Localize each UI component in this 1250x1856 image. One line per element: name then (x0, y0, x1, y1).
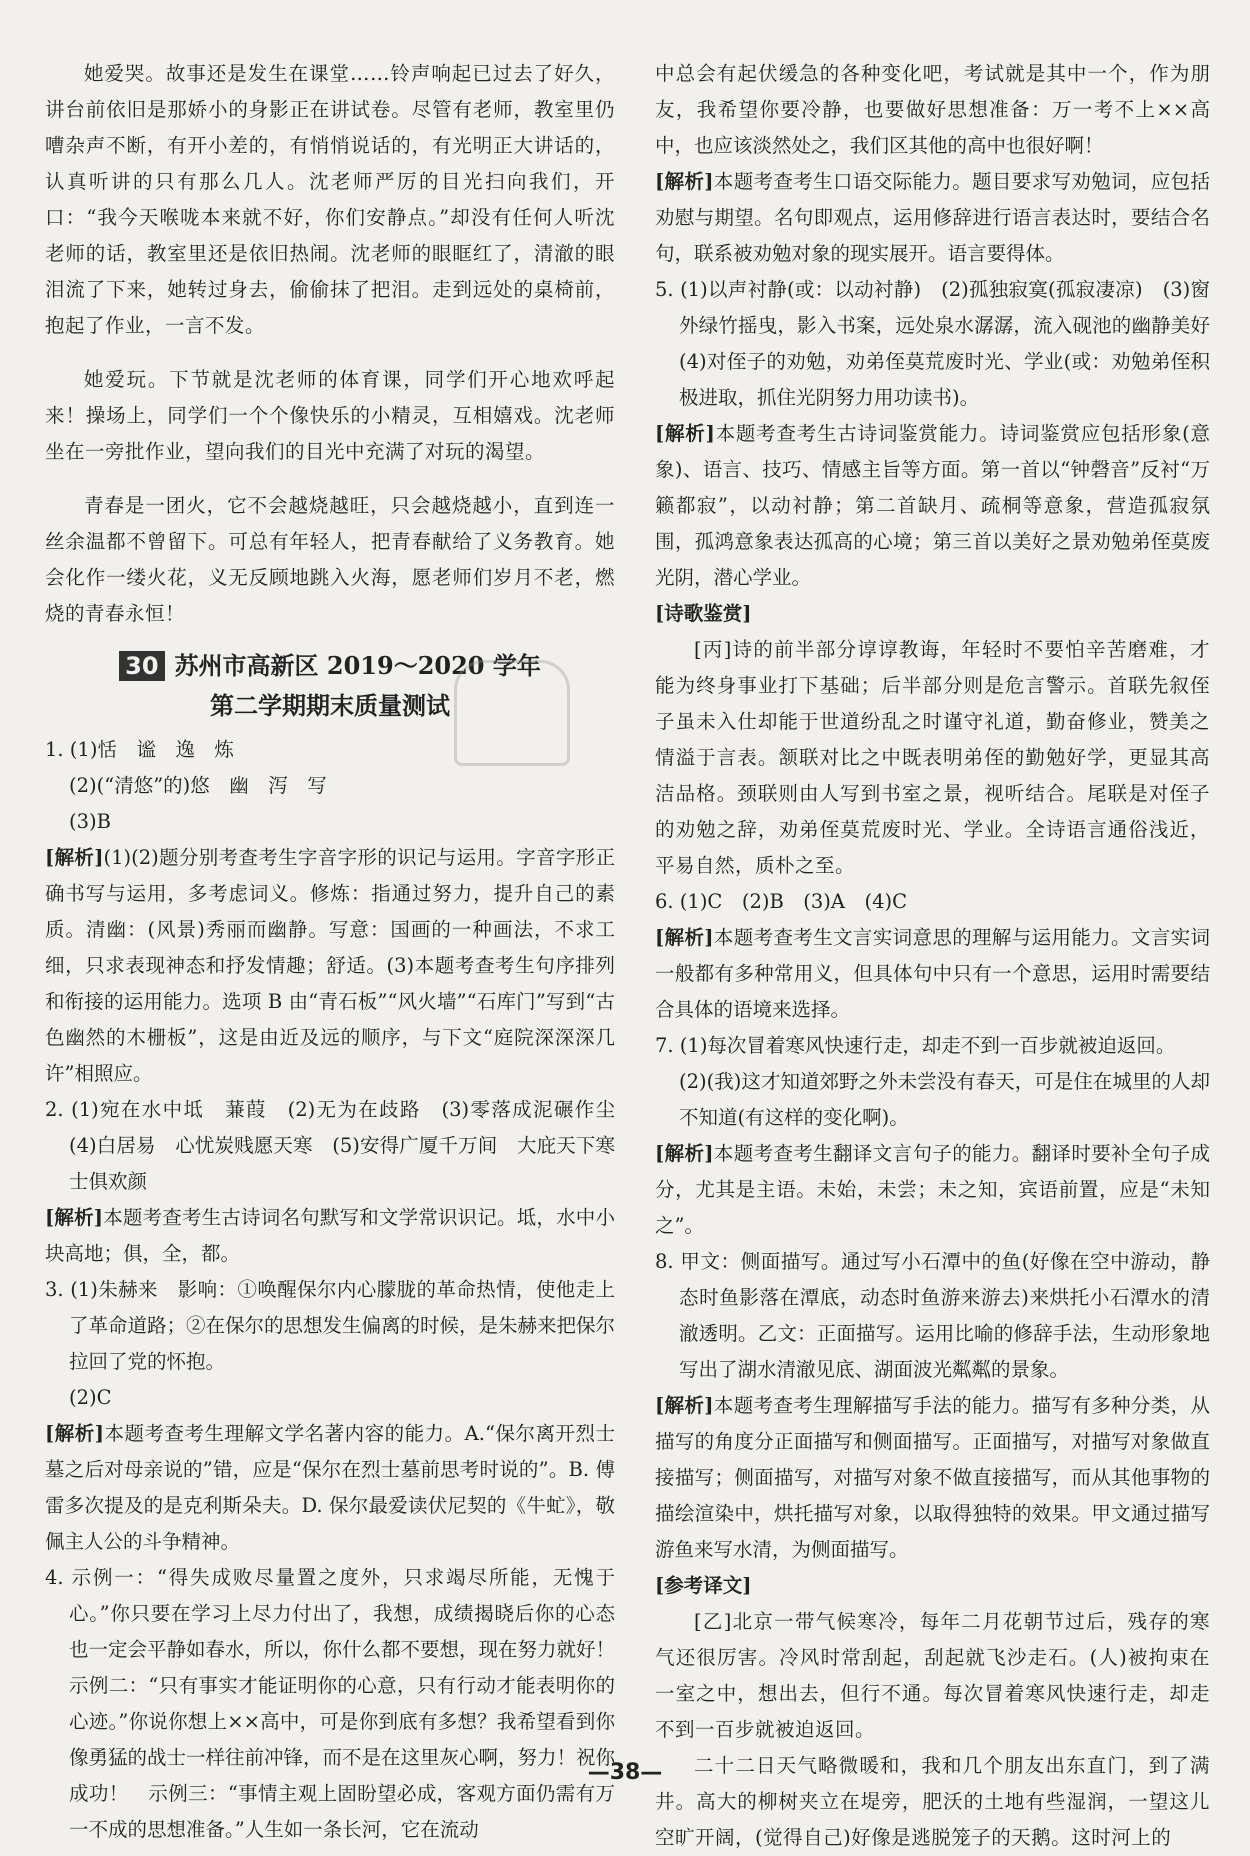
q7-answer-1: 7. (1)每次冒着寒风快速行走，却走不到一百步就被迫返回。 (655, 1034, 1176, 1057)
q4-answer: 4. 示例一：“得失成败尽量置之度外，只求竭尽所能，无愧于心。”你只要在学习上尽力付出了，我想，成绩揭晓后你的心态也一定会平静如春水，所以，你什么都不要想，现在努力就好！示例二：“只有事实才能证明你的心意，只有行动才能表明你的心迹。”你说你想上××高中，可是你到底有多想？我希望看到你像勇猛的战士一样往前冲锋，而不是在这里灰心啊，努力！祝你成功！ 示例三：“事情主观上固盼望必成，客观方面仍需有万一不成的思想准备。”人生如一条长河，它在流动 (45, 1566, 616, 1841)
q3-answer-2: (2)C (69, 1386, 112, 1409)
poem-appreciation-label: [诗歌鉴赏] (655, 602, 752, 625)
analysis-tag: [解析] (655, 926, 714, 949)
page-number: —38— (587, 1760, 663, 1785)
analysis-tag: [解析] (655, 422, 715, 445)
q3-answer-1: 3. (1)朱赫来 影响：①唤醒保尔内心朦胧的革命热情，使他走上了革命道路；②在保尔的思想发生偏离的时候，是朱赫来把保尔拉回了党的怀抱。 (45, 1278, 616, 1373)
q6-analysis (655, 920, 1210, 1028)
reference-translation-2: 二十二日天气略微暖和，我和几个朋友出东直门，到了满井。高大的柳树夹立在堤旁，肥沃的土地有些湿润，一望这儿空旷开阔，(觉得自己)好像是逃脱笼子的天鹅。这时河上的 (655, 1754, 1210, 1849)
q1-answer-3: (3)B (69, 810, 111, 833)
essay-paragraph-2: 她爱玩。下节就是沈老师的体育课，同学们开心地欢呼起来！操场上，同学们一个个像快乐的小精灵，互相嬉戏。沈老师坐在一旁批作业，望向我们的目光中充满了对玩的渴望。 (45, 368, 615, 463)
q1-analysis (45, 840, 615, 1092)
essay-paragraph-1: 她爱哭。故事还是发生在课堂……铃声响起已过去了好久，讲台前依旧是那娇小的身影正在讲试卷。尽管有老师，教室里仍嘈杂声不断，有开小差的，有悄悄说话的，有光明正大讲话的，认真听讲的只有那么几人。沈老师严厉的目光扫向我们，开口：“我今天喉咙本来就不好，你们安静点。”却没有任何人听沈老师的话，教室里还是依旧热闹。沈老师的眼眶红了，清澈的眼泪流了下来，她转过身去，偷偷抹了把泪。走到远处的桌椅前，抱起了作业，一言不发。 (45, 62, 615, 337)
q8-analysis (655, 1388, 1210, 1568)
q2-analysis (45, 1200, 615, 1272)
reference-translation-1: [乙]北京一带气候寒冷，每年二月花朝节过后，残存的寒气还很厉害。冷风时常刮起，刮起就飞沙走石。(人)被拘束在一室之中，想出去，但行不通。每次冒着寒风快速行走，却走不到一百步就被迫返回。 (655, 1610, 1210, 1741)
reference-translation-label: [参考译文] (655, 1574, 752, 1597)
section-number: 30 (119, 651, 164, 681)
q5-answer: 5. (1)以声衬静(或：以动衬静) (2)孤独寂寞(孤寂凄凉) (3)窗外绿竹摇曳，影入书案，远处泉水潺潺，流入砚池的幽静美好 (4)对侄子的劝勉，劝弟侄莫荒废时光、学业(或：劝勉弟侄积极进取，抓住光阴努力用功读书)。 (655, 278, 1230, 409)
watermark-stamp (430, 660, 590, 770)
q7-answer-2: (2)(我)这才知道郊野之外未尝没有春天，可是住在城里的人却不知道(有这样的变化啊)。 (679, 1070, 1210, 1129)
q6-answer: 6. (1)C (2)B (3)A (4)C (655, 890, 908, 913)
analysis-text: (1)(2)题分别考查考生字音字形的识记与运用。字音字形正确书写与运用，多考虑词义。修炼：指通过努力，提升自己的素质。清幽：(风景)秀丽而幽静。写意：国画的一种画法，不求工细，只求表现神态和抒发情趣；舒适。(3)本题考查考生句序排列和衔接的运用能力。选项 B 由“青石板”“风火墙”“石库门”写到“古色幽然的木栅板”，这是由近及远的顺序，与下文“庭院深深深几许”相照应。 (45, 846, 615, 1085)
analysis-tag: [解析] (655, 1394, 714, 1417)
analysis-text: 本题考查考生理解描写手法的能力。描写有多种分类，从描写的角度分正面描写和侧面描写。正面描写，对描写对象做直接描写；侧面描写，对描写对象不做直接描写，而从其他事物的描绘渲染中，烘托描写对象，以取得独特的效果。甲文通过描写游鱼来写水清，为侧面描写。 (655, 1394, 1210, 1561)
essay-paragraph-3: 青春是一团火，它不会越烧越旺，只会越烧越小，直到连一丝余温都不曾留下。可总有年轻人，把青春献给了义务教育。她会化作一缕火花，义无反顾地跳入火海，愿老师们岁月不老，燃烧的青春永恒！ (45, 494, 615, 625)
analysis-text: 本题考查考生古诗词鉴赏能力。诗词鉴赏应包括形象(意象)、语言、技巧、情感主旨等方面。第一首以“钟磬音”反衬“万籁都寂”，以动衬静；第二首缺月、疏桐等意象，营造孤寂氛围，孤鸿意象表达孤高的心境；第三首以美好之景劝勉弟侄莫废光阴，潜心学业。 (655, 422, 1211, 589)
q4-analysis (655, 164, 1210, 272)
section-title-line-2: 第二学期期末质量测试 (210, 691, 450, 720)
analysis-text: 本题考查考生理解文学名著内容的能力。A.“保尔离开烈士墓之后对母亲说的”错，应是“保尔在烈士墓前思考时说的”。B. 傅雷多次提及的是克利斯朵夫。D. 保尔最爱读伏尼契的《牛虻》，敬佩主人公的斗争精神。 (45, 1422, 615, 1553)
analysis-tag: [解析] (655, 170, 714, 193)
analysis-text: 本题考查考生古诗词名句默写和文学常识识记。坻，水中小块高地；俱，全，都。 (45, 1206, 615, 1265)
q3-analysis (45, 1416, 615, 1560)
q8-answer: 8. 甲文：侧面描写。通过写小石潭中的鱼(好像在空中游动，静态时鱼影落在潭底，动态时鱼游来游去)来烘托小石潭水的清澈透明。乙文：正面描写。运用比喻的修辞手法，生动形象地写出了湖水清澈见底、湖面波光粼粼的景象。 (655, 1250, 1210, 1381)
right-column (655, 56, 1230, 1856)
q1-answer-2: (2)(“清悠”的)悠 幽 泻 写 (69, 774, 327, 797)
q7-analysis (655, 1136, 1210, 1244)
analysis-tag: [解析] (655, 1142, 714, 1165)
q4-answer-continued: 中总会有起伏缓急的各种变化吧，考试就是其中一个，作为朋友，我希望你要冷静，也要做好思想准备：万一考不上××高中，也应该淡然处之，我们区其他的高中也很好啊！ (655, 62, 1210, 157)
q2-answer: 2. (1)宛在水中坻 蒹葭 (2)无为在歧路 (3)零落成泥碾作尘 (4)白居易 心忧炭贱愿天寒 (5)安得广厦千万间 大庇天下寒士俱欢颜 (45, 1098, 635, 1193)
analysis-tag: [解析] (45, 846, 104, 869)
analysis-tag: [解析] (45, 1206, 104, 1229)
q5-analysis (655, 416, 1210, 596)
q1-answer-1: 1. (1)恬 谧 逸 炼 (45, 738, 234, 761)
analysis-text: 本题考查考生口语交际能力。题目要求写劝勉词，应包括劝慰与期望。名句即观点，运用修辞进行语言表达时，要结合名句，联系被劝勉对象的现实展开。语言要得体。 (655, 170, 1210, 265)
section-title-line-1: 苏州市高新区 2019～2020 学年 (174, 651, 541, 680)
analysis-tag: [解析] (45, 1422, 104, 1445)
analysis-text: 本题考查考生翻译文言句子的能力。翻译时要补全句子成分，尤其是主语。未始，未尝；未之知，宾语前置，应是“未知之”。 (655, 1142, 1210, 1237)
poem-appreciation-text: [丙]诗的前半部分谆谆教诲，年轻时不要怕辛苦磨难，才能为终身事业打下基础；后半部分则是危言警示。首联先叙侄子虽未入仕却能于世道纷乱之时谨守礼道，勤奋修业，赞美之情溢于言表。颔联对比之中既表明弟侄的勤勉好学，更显其高洁品格。颈联则由人写到书室之景，视听结合。尾联是对侄子的劝勉之辞，劝弟侄莫荒废时光、学业。全诗语言通俗浅近，平易自然，质朴之至。 (655, 638, 1210, 877)
analysis-text: 本题考查考生文言实词意思的理解与运用能力。文言实词一般都有多种常用义，但具体句中只有一个意思，运用时需要结合具体的语境来选择。 (655, 926, 1210, 1021)
